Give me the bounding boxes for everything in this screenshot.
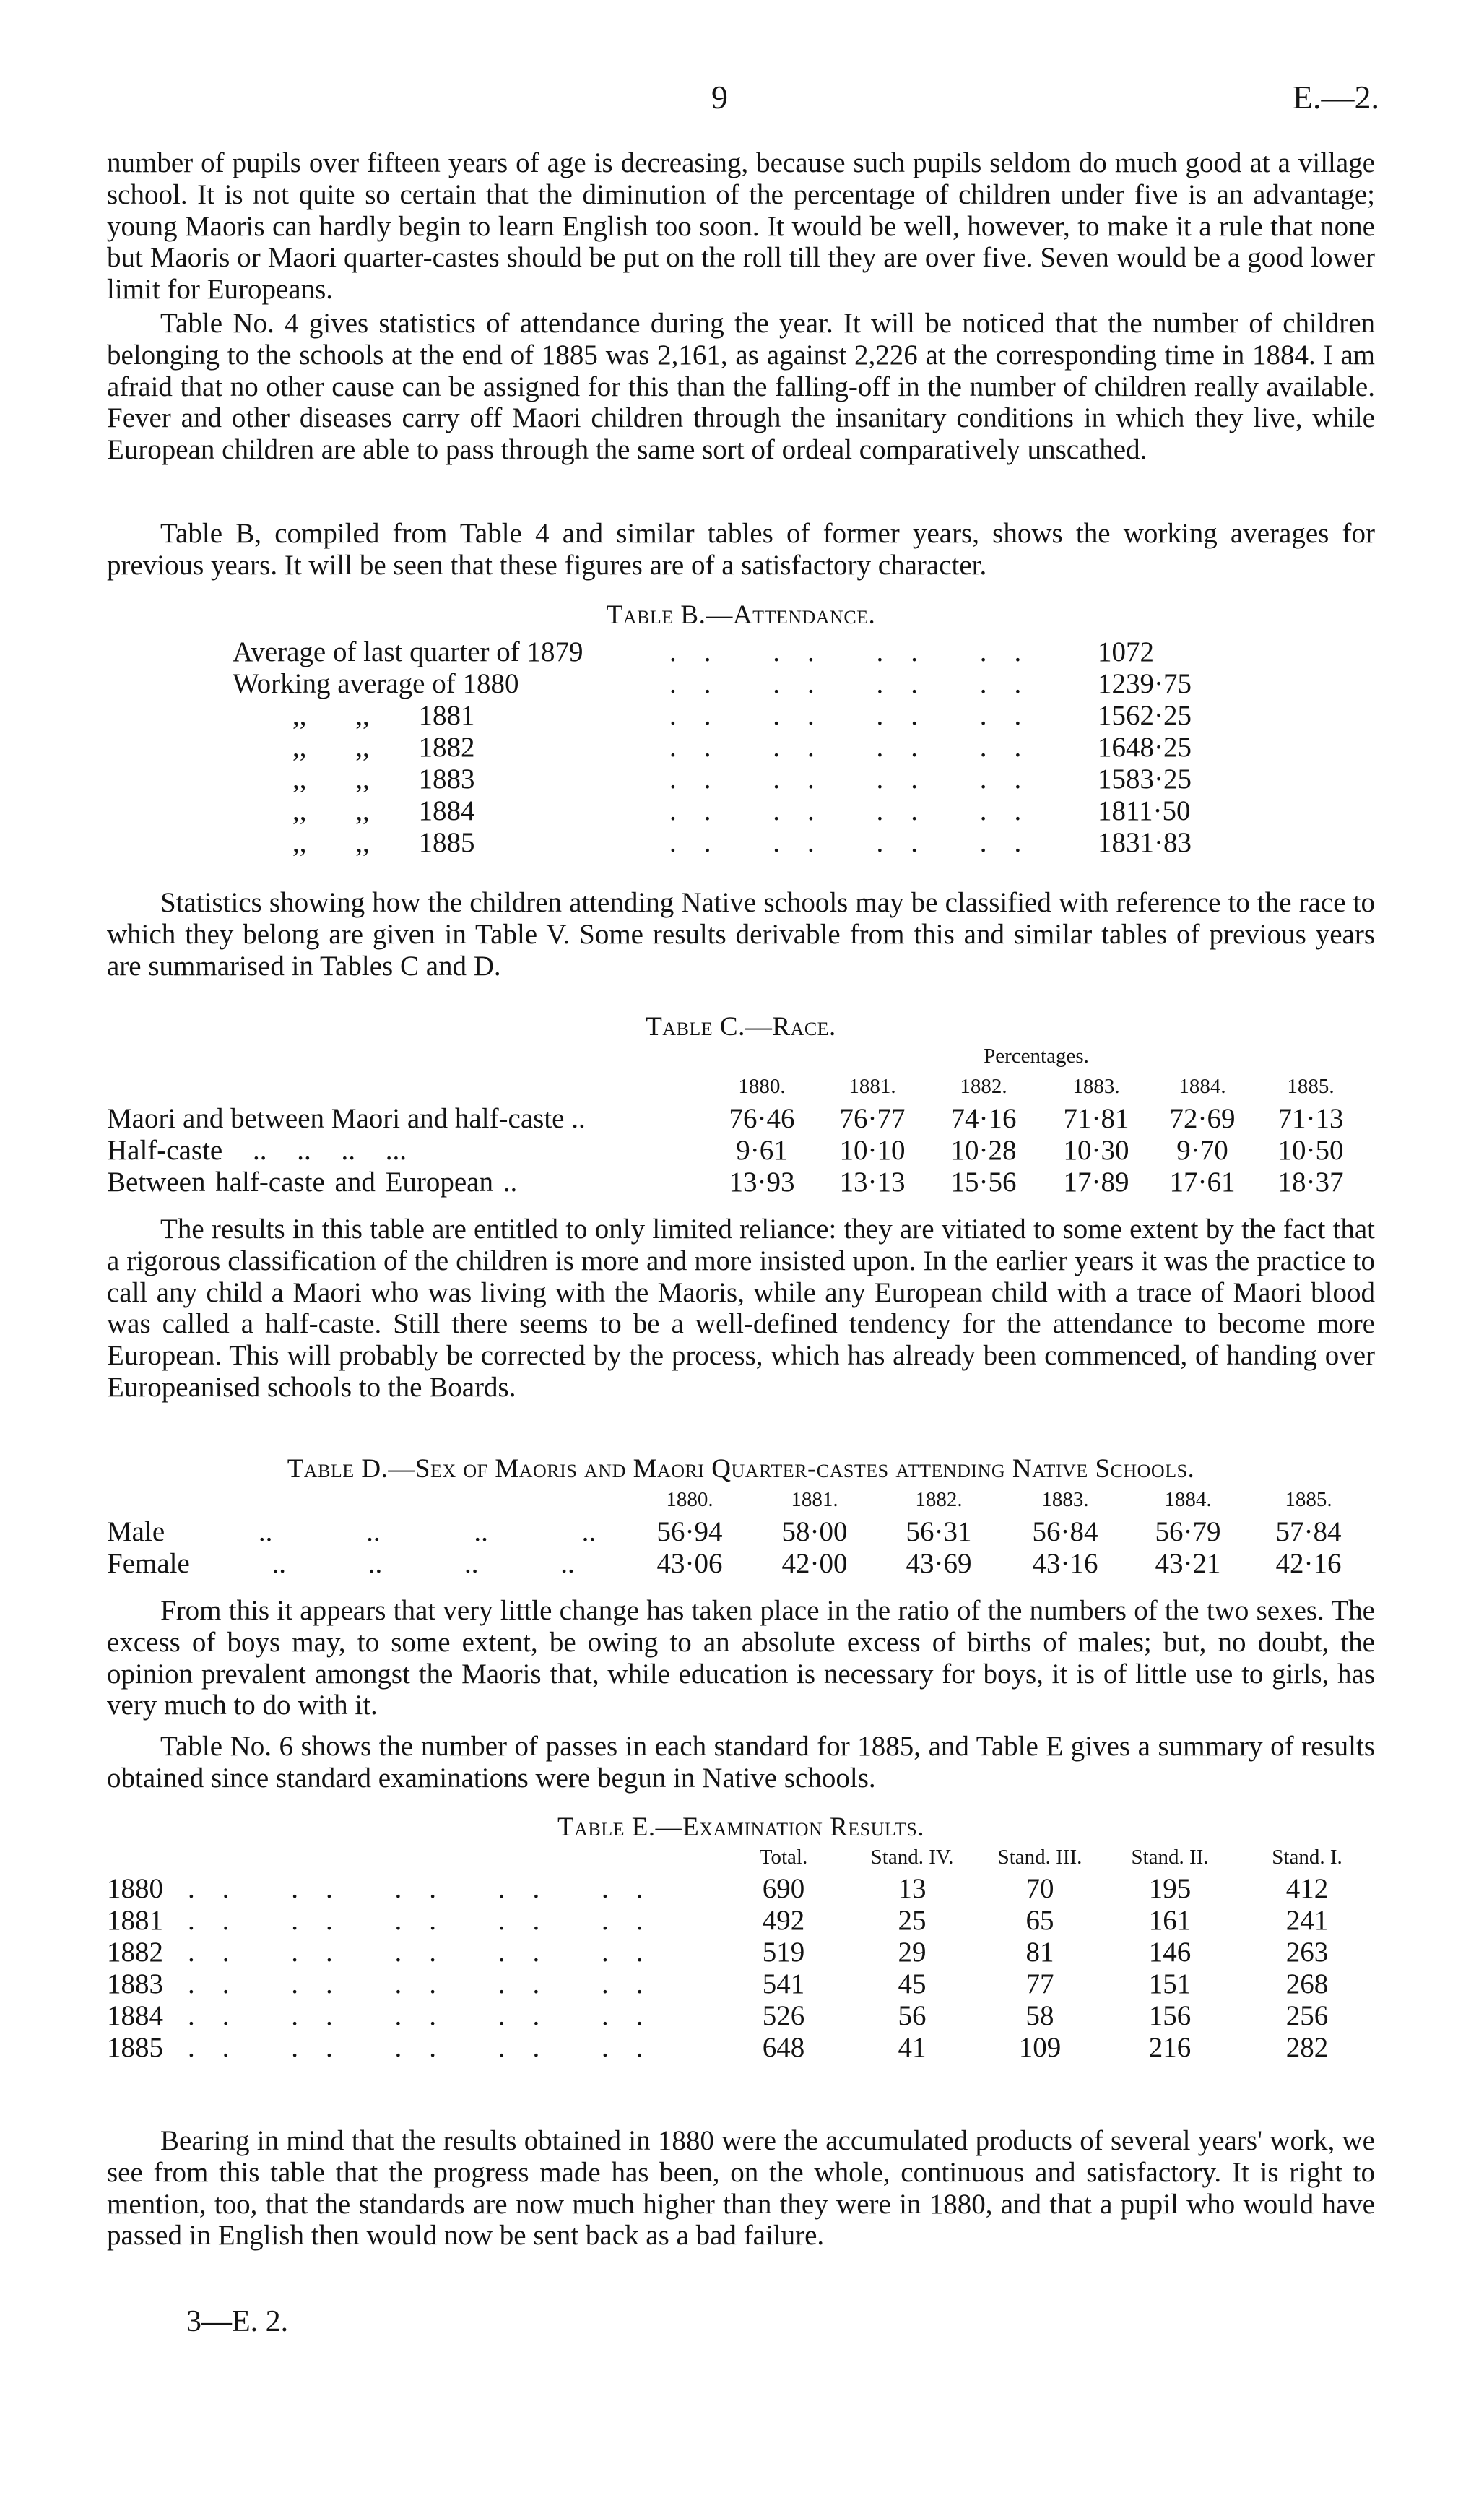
table-b-label: ,, ,, 1884 [292,795,475,826]
leader-dots: .. .. .. .. .. [188,2032,671,2063]
leader-dots: .. .. .. .. .. [188,2000,671,2031]
table-cell: 56 [898,2000,927,2031]
table-b-label: ,, ,, 1885 [292,827,475,858]
table-c-label: Between half-caste and European .. [107,1167,518,1198]
column-header: 1882. [915,1488,963,1511]
table-row [107,1936,671,1968]
row-year: 1880 [107,1873,163,1904]
table-b-label: ,, ,, 1883 [292,764,475,795]
table-cell: 81 [1025,1937,1054,1968]
table-cell: 161 [1148,1905,1192,1936]
table-cell: 10·50 [1277,1135,1344,1166]
row-year: 1885 [107,2032,163,2063]
leader-dots: .. .. .. .. [669,795,1049,826]
leader-dots: .. .. .. .. [669,700,1049,731]
column-header: 1880. [738,1075,786,1098]
column-header: 1881. [849,1075,896,1098]
table-row [107,1547,575,1580]
table-cell: 13 [898,1873,927,1904]
leader-dots: .. .. .. .. [669,668,1049,699]
table-cell: 9·61 [736,1135,788,1166]
table-cell: 71·81 [1063,1103,1129,1134]
column-header: 1884. [1164,1488,1212,1511]
table-cell: 58 [1025,2000,1054,2031]
table-row [107,1999,671,2032]
table-cell: 65 [1025,1905,1054,1936]
table-row [292,731,1192,764]
table-cell: 541 [762,1968,805,1999]
table-b-value: 1562·25 [1098,700,1192,731]
table-b-caption: Table B.—Attendance. [606,600,876,630]
table-cell: 71·13 [1277,1103,1344,1134]
column-header: Stand. II. [1131,1846,1209,1869]
table-cell: 648 [762,2032,805,2063]
column-header: Stand. III. [997,1846,1082,1869]
table-cell: 25 [898,1905,927,1936]
column-header: 1883. [1072,1075,1120,1098]
row-year: 1883 [107,1968,163,1999]
column-header: 1881. [791,1488,838,1511]
leader-dots: .. .. .. .. [669,636,1049,667]
table-row [107,1166,517,1198]
table-row [107,1968,671,2000]
paragraph-8: Bearing in mind that the results obtained in 1880 were the accumulated products of several years' work, we see from this table that the progress made has been, on the whole, continuous and satisfactory. It is right to mention, too, that the standards are now much higher than they were in 1880, and that a pupil who would have passed in English then would now be sent back as a bad failure. [107,2125,1375,2252]
table-row [107,1872,671,1905]
table-cell: 56·94 [656,1516,723,1547]
row-year: 1881 [107,1905,163,1936]
table-cell: 492 [762,1905,805,1936]
table-row [107,1904,671,1937]
table-cell: 412 [1285,1873,1329,1904]
table-cell: 56·79 [1155,1516,1221,1547]
table-cell: 72·69 [1169,1103,1236,1134]
column-header: Stand. I. [1272,1846,1342,1869]
table-row [233,667,1192,700]
row-year: 1884 [107,2000,163,2031]
table-cell: 58·00 [781,1516,848,1547]
table-cell: 13·93 [729,1167,795,1198]
table-cell: 18·37 [1277,1167,1344,1198]
table-row [107,1515,596,1548]
table-cell: 43·69 [906,1548,972,1579]
table-cell: 10·10 [839,1135,906,1166]
column-header: 1880. [666,1488,713,1511]
table-cell: 57·84 [1275,1516,1342,1547]
table-cell: 263 [1285,1937,1329,1968]
table-row [292,763,1192,795]
table-cell: 76·46 [729,1103,795,1134]
table-e-caption: Table E.—Examination Results. [557,1812,924,1842]
table-c-caption: Table C.—Race. [646,1012,836,1042]
table-cell: 268 [1285,1968,1329,1999]
table-b-label: Working average of 1880 [233,668,519,699]
table-cell: 10·28 [950,1135,1017,1166]
paragraph-4: Statistics showing how the children attending Native schools may be classified with reference to the race to which they belong are given in Table V. Some results derivable from this and similar tables of previous years are summarised in Tables C and D. [107,887,1375,982]
table-cell: 17·89 [1063,1167,1129,1198]
column-header: 1884. [1179,1075,1226,1098]
table-cell: 156 [1148,2000,1192,2031]
table-cell: 109 [1018,2032,1062,2063]
paragraph-1: number of pupils over fifteen years of age is decreasing, because such pupils seldom do much good at a village school. It is not quite so certain that the diminution of the percentage of children under five is an advantage; young Maoris can hardly begin to learn English too soon. It would be well, however, to make it a rule that none but Maoris or Maori quarter-castes should be put on the roll till they are over five. Seven would be a good lower limit for Europeans. [107,147,1375,306]
table-cell: 17·61 [1169,1167,1236,1198]
leader-dots: .. .. .. .. .. [188,1968,671,1999]
table-c-group-header: Percentages. [984,1045,1089,1068]
table-b-label: Average of last quarter of 1879 [233,636,583,667]
column-header: 1883. [1041,1488,1089,1511]
table-cell: 43·06 [656,1548,723,1579]
table-cell: 15·56 [950,1167,1017,1198]
table-cell: 526 [762,2000,805,2031]
table-cell: 42·00 [781,1548,848,1579]
leader-dots: .. .. .. .. .. [188,1937,671,1968]
paragraph-7: Table No. 6 shows the number of passes in each standard for 1885, and Table E gives a summary of results obtained since standard examinations were begun in Native schools. [107,1731,1375,1794]
table-row [107,1134,407,1167]
table-cell: 42·16 [1275,1548,1342,1579]
leader-dots: .. .. .. .. [669,764,1049,795]
table-cell: 10·30 [1063,1135,1129,1166]
row-year: 1882 [107,1937,163,1968]
table-cell: 56·31 [906,1516,972,1547]
table-d-label: Male .. .. .. .. [107,1516,596,1547]
table-cell: 195 [1148,1873,1192,1904]
table-row [292,826,1192,859]
leader-dots: .. .. .. .. [669,732,1049,763]
table-b-label: ,, ,, 1882 [292,732,475,763]
table-cell: 151 [1148,1968,1192,1999]
table-cell: 77 [1025,1968,1054,1999]
table-cell: 43·16 [1032,1548,1098,1579]
table-c-label: Maori and between Maori and half-caste .. [107,1103,586,1134]
table-cell: 241 [1285,1905,1329,1936]
paragraph-6: From this it appears that very little change has taken place in the ratio of the numbers of the two sexes. The excess of boys may, to some extent, be owing to an absolute excess of births of males; but, no doubt, the opinion prevalent amongst the Maoris that, while education is necessary for boys, it is of little use to girls, has very much to do with it. [107,1595,1375,1721]
table-b-value: 1811·50 [1098,795,1191,826]
column-header: 1885. [1287,1075,1335,1098]
table-cell: 216 [1148,2032,1192,2063]
table-b-value: 1239·75 [1098,668,1192,699]
leader-dots: .. .. .. .. [669,827,1049,858]
table-cell: 282 [1285,2032,1329,2063]
paragraph-5: The results in this table are entitled to only limited reliance: they are vitiated to some extent by the fact that a rigorous classification of the children is more and more insisted upon. In the earlier years it was the practice to call any child a Maori who was living with the Maoris, while any European child with a trace of Maori blood was called a half-caste. Still there seems to be a well-defined tendency for the attendance to become more European. This will probably be corrected by the process, which has already been commenced, of handing over Europeanised schools to the Boards. [107,1214,1375,1403]
column-header: 1885. [1285,1488,1332,1511]
table-cell: 13·13 [839,1167,906,1198]
table-cell: 519 [762,1937,805,1968]
table-cell: 41 [898,2032,927,2063]
table-b-label: ,, ,, 1881 [292,700,475,731]
paragraph-2: Table No. 4 gives statistics of attendance during the year. It will be noticed that the number of children belonging to the schools at the end of 1885 was 2,161, as against 2,226 at the corresponding time in 1884. I am afraid that no other cause can be assigned for this than the falling-off in the number of children really available. Fever and other diseases carry off Maori children through the insanitary conditions in which they live, while European children are able to pass through the same sort of ordeal comparatively unscathed. [107,308,1375,466]
table-row [292,699,1192,732]
table-cell: 45 [898,1968,927,1999]
table-cell: 256 [1285,2000,1329,2031]
table-cell: 74·16 [950,1103,1017,1134]
table-cell: 56·84 [1032,1516,1098,1547]
table-row [233,636,1154,668]
paragraph-3: Table B, compiled from Table 4 and similar tables of former years, shows the working averages for previous years. It will be seen that these figures are of a satisfactory character. [107,518,1375,581]
table-cell: 43·21 [1155,1548,1221,1579]
table-b-value: 1072 [1098,636,1154,667]
column-header: 1882. [960,1075,1007,1098]
table-row [292,795,1191,827]
table-cell: 690 [762,1873,805,1904]
table-b-value: 1583·25 [1098,764,1192,795]
table-b-value: 1831·83 [1098,827,1192,858]
document-reference: E.—2. [1292,79,1379,116]
table-cell: 76·77 [839,1103,906,1134]
page-number: 9 [711,79,728,116]
table-d-caption: Table D.—Sex of Maoris and Maori Quarter-castes attending Native Schools. [287,1454,1195,1484]
table-row [107,1102,586,1135]
footer-signature: 3—E. 2. [186,2305,289,2338]
table-cell: 29 [898,1937,927,1968]
leader-dots: .. .. .. .. .. [188,1873,671,1904]
table-d-label: Female .. .. .. .. [107,1548,575,1579]
table-cell: 70 [1025,1873,1054,1904]
table-c-label: Half-caste .. .. .. ... [107,1135,407,1166]
table-b-value: 1648·25 [1098,732,1192,763]
table-cell: 146 [1148,1937,1192,1968]
table-cell: 9·70 [1176,1135,1228,1166]
leader-dots: .. .. .. .. .. [188,1905,671,1936]
table-row [107,2031,671,2064]
column-header: Stand. IV. [870,1846,954,1869]
column-header: Total. [759,1846,808,1869]
